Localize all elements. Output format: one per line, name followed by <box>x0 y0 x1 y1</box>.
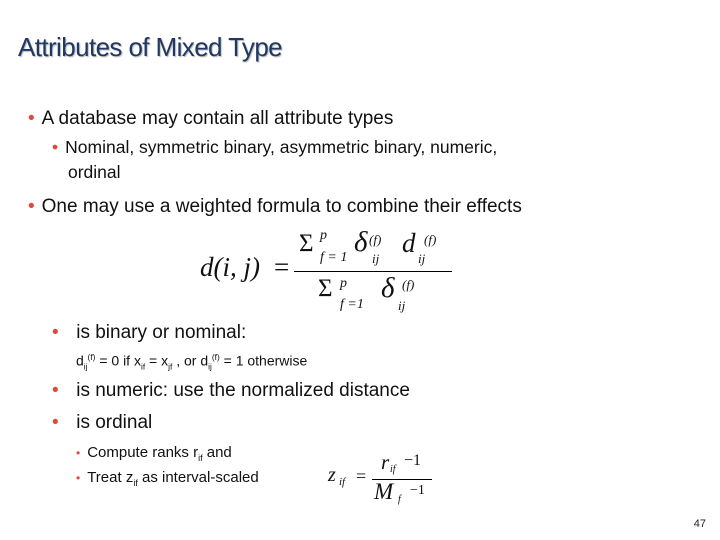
bullet-dot: • <box>52 137 59 157</box>
M-sub: f <box>398 494 401 505</box>
numerator-sigma: Σ <box>299 230 314 257</box>
bullet-all-attribute-types: • A database may contain all attribute types <box>28 108 394 129</box>
numerator-delta: δ <box>354 226 368 258</box>
page-number: 47 <box>693 518 706 530</box>
z-symbol: z <box>328 464 336 486</box>
bullet-dot: • <box>76 446 81 460</box>
bullet-weighted-formula: • One may use a weighted formula to combine their effects <box>28 196 522 217</box>
numerator-delta-sup: (f) <box>369 232 382 247</box>
numerator-d: d <box>402 228 416 258</box>
bullet-dot: • <box>28 196 35 217</box>
sub-bullet-attribute-list-cont: ordinal <box>68 162 121 182</box>
denominator-sum-lower: f =1 <box>340 297 364 312</box>
r-sub: if <box>390 464 396 475</box>
numerator-d-sub: ij <box>418 251 426 266</box>
bullet-dot: • <box>52 380 59 401</box>
z-sub: if <box>339 476 346 488</box>
denominator-delta-sub: ij <box>398 298 406 313</box>
numerator-delta-sub: ij <box>372 251 380 266</box>
numerator-sum-upper: p <box>320 228 327 243</box>
M-symbol: M <box>374 479 394 504</box>
bullet-dot: • <box>28 108 35 129</box>
formula-equals: = <box>274 252 290 282</box>
bullet-f-numeric: • is numeric: use the normalized distance <box>52 380 410 401</box>
sub-bullet-attribute-list: • Nominal, symmetric binary, asymmetric binary, numeric, <box>52 137 498 157</box>
ordinal-step-compute-ranks: • Compute ranks $r_{if}$ and <box>76 444 232 463</box>
bullet-dot: • <box>52 412 59 433</box>
binary-distance-rule: $d_{ij}^{(f)} = 0$ if $x_{if} = x_{jf}$ , or $d_{ij}^{(f)} = 1$ otherwise <box>76 352 308 372</box>
bullet-dot: • <box>52 322 59 343</box>
denominator-minus-one: −1 <box>410 483 425 498</box>
bullet-dot: • <box>76 471 81 485</box>
z-equals: = <box>356 466 367 486</box>
numerator-sum-lower: f = 1 <box>320 250 348 265</box>
numerator-minus-one: −1 <box>404 452 422 469</box>
bullet-f-ordinal: • is ordinal <box>52 412 153 433</box>
denominator-sum-upper: p <box>340 276 347 291</box>
denominator-sigma: Σ <box>318 275 333 302</box>
formula-lhs: d(i, j) <box>200 252 260 282</box>
ordinal-step-interval-scaled: • Treat $z_{if}$ as interval-scaled <box>76 469 259 488</box>
r-symbol: r <box>381 450 390 474</box>
denominator-delta: δ <box>381 272 395 304</box>
numerator-d-sup: (f) <box>424 232 437 247</box>
bullet-f-binary-nominal: • is binary or nominal: <box>52 322 247 343</box>
denominator-delta-sup: (f) <box>402 277 415 292</box>
fraction-bar <box>294 271 452 272</box>
slide-title: Attributes of Mixed Type <box>18 32 283 62</box>
